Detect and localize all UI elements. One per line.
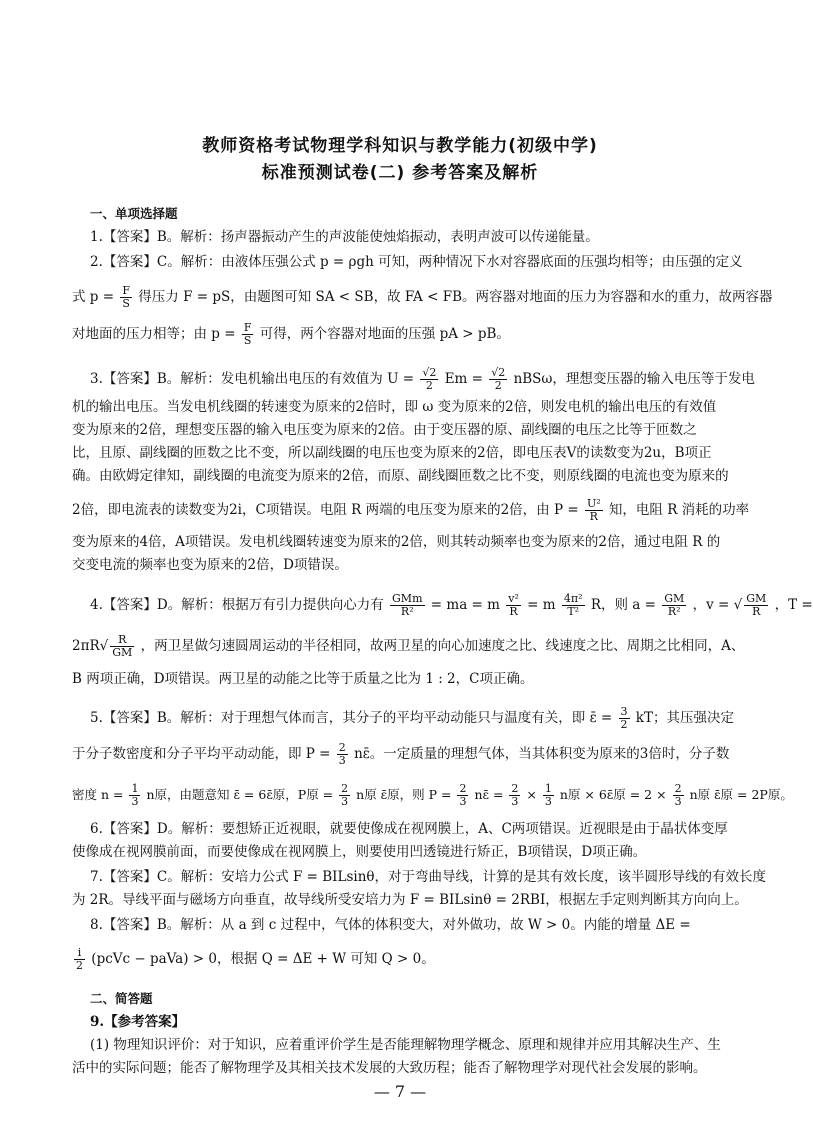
denominator: 3: [459, 795, 467, 808]
fraction-GM-over-R2: [662, 593, 686, 618]
numerator: 2: [459, 782, 467, 795]
denominator: R: [509, 605, 518, 618]
text: ，v =: [692, 597, 730, 613]
fraction-F-over-S: [120, 285, 132, 310]
numerator: 1: [131, 782, 139, 795]
denominator: 2: [494, 379, 502, 392]
fraction-F-over-S: [242, 322, 254, 347]
text: 2πR: [72, 638, 100, 654]
text: ×: [526, 787, 537, 802]
answer-2-line-a: 2.【答案】C。解析：由液体压强公式 p = ρgh 可知，两种情况下水对容器底面的压强均相等；由压强的定义: [90, 254, 743, 270]
numerator: 1: [544, 782, 552, 795]
text: nε̄ =: [474, 787, 504, 802]
numerator: 3: [620, 705, 628, 718]
answer-9-line-b: 活中的实际问题；能否了解物理学及其相关技术发展的大致历程；能否了解物理学对现代社会发展的影响。: [72, 1060, 707, 1076]
answer-3-line-e: 确。由欧姆定律知，副线圈的电流变为原来的2倍，而原、副线圈匝数之比不变，则原线圈的电流也变为原来的: [72, 468, 729, 484]
fraction-2-over-3: [339, 783, 350, 808]
text: = m: [527, 597, 556, 613]
numerator: R: [110, 634, 134, 647]
answer-9-heading: 9.【参考答案】: [90, 1014, 186, 1030]
numerator: U²: [586, 497, 601, 510]
text: ，T =: [774, 597, 813, 613]
answer-5-line-b: [72, 742, 729, 767]
denominator: R: [752, 605, 761, 618]
page-number: — 7 —: [373, 1082, 427, 1101]
answer-4-line-a: [90, 593, 813, 618]
answer-8-line-b: [72, 947, 435, 972]
fraction-R-over-GM: [110, 634, 134, 659]
denominator: S: [122, 297, 130, 310]
answer-4-line-b: [72, 634, 744, 659]
numerator: 4π²: [563, 592, 583, 605]
fraction-i-over-2: [74, 947, 85, 972]
numerator: v²: [508, 592, 519, 605]
answer-3-line-a: [90, 367, 755, 392]
numerator: GM: [746, 592, 767, 605]
title-line-2: 标准预测试卷(二) 参考答案及解析: [261, 163, 539, 183]
text: 可得，两个容器对地面的压强 pA > pB。: [259, 326, 510, 342]
answer-2-line-c: [72, 322, 510, 347]
numerator: F: [243, 321, 252, 334]
sqrt-symbol: √: [99, 638, 109, 654]
denominator: 3: [338, 754, 346, 767]
text: 5.【答案】B。解析：对于理想气体而言，其分子的平均平动动能只与温度有关，即 ε̄ =: [90, 710, 613, 726]
fraction-1-over-3: [129, 783, 140, 808]
text: 得压力 F = pS，由题图可知 SA < SB，故 FA < FB。两容器对地面的压力为容器和水的重力，故两容器: [138, 289, 773, 305]
numerator: 2: [338, 741, 346, 754]
section-heading-short-answer: 二、简答题: [90, 991, 153, 1006]
answer-4-line-c: B 两项正确，D项错误。两卫星的动能之比等于质量之比为 1 : 2，C项正确。: [72, 671, 534, 687]
text: 密度 n =: [72, 787, 124, 802]
denominator: GM: [112, 646, 133, 659]
fraction-2-over-3: [673, 783, 684, 808]
text: 知，电阻 R 消耗的功率: [608, 502, 750, 518]
text: n原 ε̄原，则 P =: [356, 787, 452, 802]
fraction-2-over-3: [457, 783, 468, 808]
sqrt-symbol: √: [733, 597, 743, 613]
answer-6-line-a: 6.【答案】D。解析：要想矫正近视眼，就要使像成在视网膜上，A、C两项错误。近视眼是由于晶状体变厚: [90, 821, 728, 837]
numerator: 2: [674, 782, 682, 795]
numerator: GM: [664, 592, 685, 605]
denominator: 3: [674, 795, 682, 808]
fraction-4pi2-over-T2: [562, 593, 585, 618]
fraction-root2-over-2: [420, 367, 438, 392]
text: 于分子数密度和分子平均平动动能，即 P =: [72, 746, 331, 762]
denominator: 2: [76, 959, 83, 972]
text: nBSω，理想变压器的输入电压等于发电: [513, 371, 755, 387]
numerator: √2: [491, 366, 506, 379]
numerator: F: [122, 284, 130, 297]
text: kT；其压强决定: [635, 710, 734, 726]
fraction-U2-over-R: [585, 498, 603, 523]
text: 2倍，即电流表的读数变为2i，C项错误。电阻 R 两端的电压变为原来的2倍，由 P =: [72, 502, 579, 518]
denominator: R: [589, 510, 598, 523]
denominator: 3: [544, 795, 552, 808]
fraction-2-over-3: [509, 783, 520, 808]
answer-9-line-a: (1) 物理知识评价：对于知识，应着重评价学生是否能理解物理学概念、原理和规律并应用其解决生产、生: [90, 1037, 721, 1053]
answer-3-line-f: [72, 498, 749, 523]
denominator: 3: [511, 795, 519, 808]
text: = ma = m: [430, 597, 500, 613]
answer-7-line-b: 为 2R。导线平面与磁场方向垂直，故导线所受安培力为 F = BILsinθ = 2RBI，根据左手定则判断其方向向上。: [72, 892, 748, 908]
section-heading-choice: 一、单项选择题: [90, 206, 178, 221]
numerator: √2: [422, 366, 437, 379]
numerator: 2: [341, 782, 349, 795]
answer-3-line-b: 机的输出电压。当发电机线圈的转速变为原来的2倍时，即 ω 变为原来的2倍，则发电机的输出电压的有效值: [72, 399, 717, 415]
numerator: 2: [511, 782, 519, 795]
denominator: 3: [131, 795, 139, 808]
denominator: 2: [620, 718, 628, 731]
fraction-GM-over-R: [744, 593, 768, 618]
text: 3.【答案】B。解析：发电机输出电压的有效值为 U =: [90, 371, 415, 387]
answer-1: 1.【答案】B。解析：扬声器振动产生的声波能使烛焰振动，表明声波可以传递能量。: [90, 229, 599, 245]
text: ，两卫星做匀速圆周运动的半径相同，故两卫星的向心加速度之比、线速度之比、周期之比相同，A、: [140, 638, 745, 654]
denominator: R²: [667, 605, 681, 618]
numerator: i: [74, 947, 85, 960]
answer-8-line-a: 8.【答案】B。解析：从 a 到 c 过程中，气体的体积变大，对外做功，故 W > 0。内能的增量 ΔE =: [90, 917, 691, 933]
title-line-1: 教师资格考试物理学科知识与教学能力(初级中学): [202, 136, 598, 156]
text: 4.【答案】D。解析：根据万有引力提供向心力有: [90, 597, 384, 613]
text: Em =: [444, 371, 483, 387]
text: 对地面的压力相等；由 p =: [72, 326, 236, 342]
denominator: R²: [400, 605, 414, 618]
denominator: T²: [567, 605, 580, 618]
text: n原 ε̄原 = 2P原。: [689, 787, 793, 802]
fraction-2-over-3: [337, 742, 348, 767]
fraction-1-over-3: [543, 783, 554, 808]
text: R，则 a =: [590, 597, 656, 613]
text: nε̄。一定质量的理想气体，当其体积变为原来的3倍时，分子数: [354, 746, 730, 762]
fraction-3-over-2: [619, 706, 630, 731]
answer-3-line-d: 比，且原、副线圈的匝数之比不变，所以副线圈的电压也变为原来的2倍，即电压表V的读数变为2u，B项正: [72, 445, 712, 461]
answer-3-line-c: 变为原来的2倍，理想变压器的输入电压变为原来的2倍。由于变压器的原、副线圈的电压之比等于匝数之: [72, 422, 697, 438]
text: (pcVc − paVa) > 0，根据 Q = ΔE + W 可知 Q > 0。: [91, 951, 435, 967]
text: n原，由题意知 ε̄ = 6ε̄原，P原 =: [146, 787, 334, 802]
denominator: S: [243, 334, 252, 347]
fraction-v2-over-R: [506, 593, 521, 618]
text: 式 p =: [72, 289, 115, 305]
denominator: 2: [425, 379, 433, 392]
answer-6-line-b: 使像成在视网膜前面，而要使像成在视网膜上，则要使用凹透镜进行矫正，B项错误，D项正确。: [72, 844, 647, 860]
numerator: GMm: [392, 592, 423, 605]
text: n原 × 6ε̄原 = 2 ×: [559, 787, 667, 802]
fraction-GMm-over-R2: [390, 593, 424, 618]
answer-5-line-c: [72, 783, 793, 808]
answer-7-line-a: 7.【答案】C。解析：安培力公式 F = BILsinθ，对于弯曲导线，计算的是其有效长度，该半圆形导线的有效长度: [90, 869, 767, 885]
answer-5-line-a: [90, 706, 734, 731]
answer-3-line-g: 变为原来的4倍，A项错误。发电机线圈转速变为原来的2倍，则其转动频率也变为原来的2倍，通过电阻 R 的: [72, 534, 721, 550]
fraction-root2-over-2: [489, 367, 507, 392]
denominator: 3: [341, 795, 349, 808]
answer-3-line-h: 交变电流的频率也变为原来的2倍，D项错误。: [72, 557, 348, 573]
answer-2-line-b: [72, 285, 773, 310]
